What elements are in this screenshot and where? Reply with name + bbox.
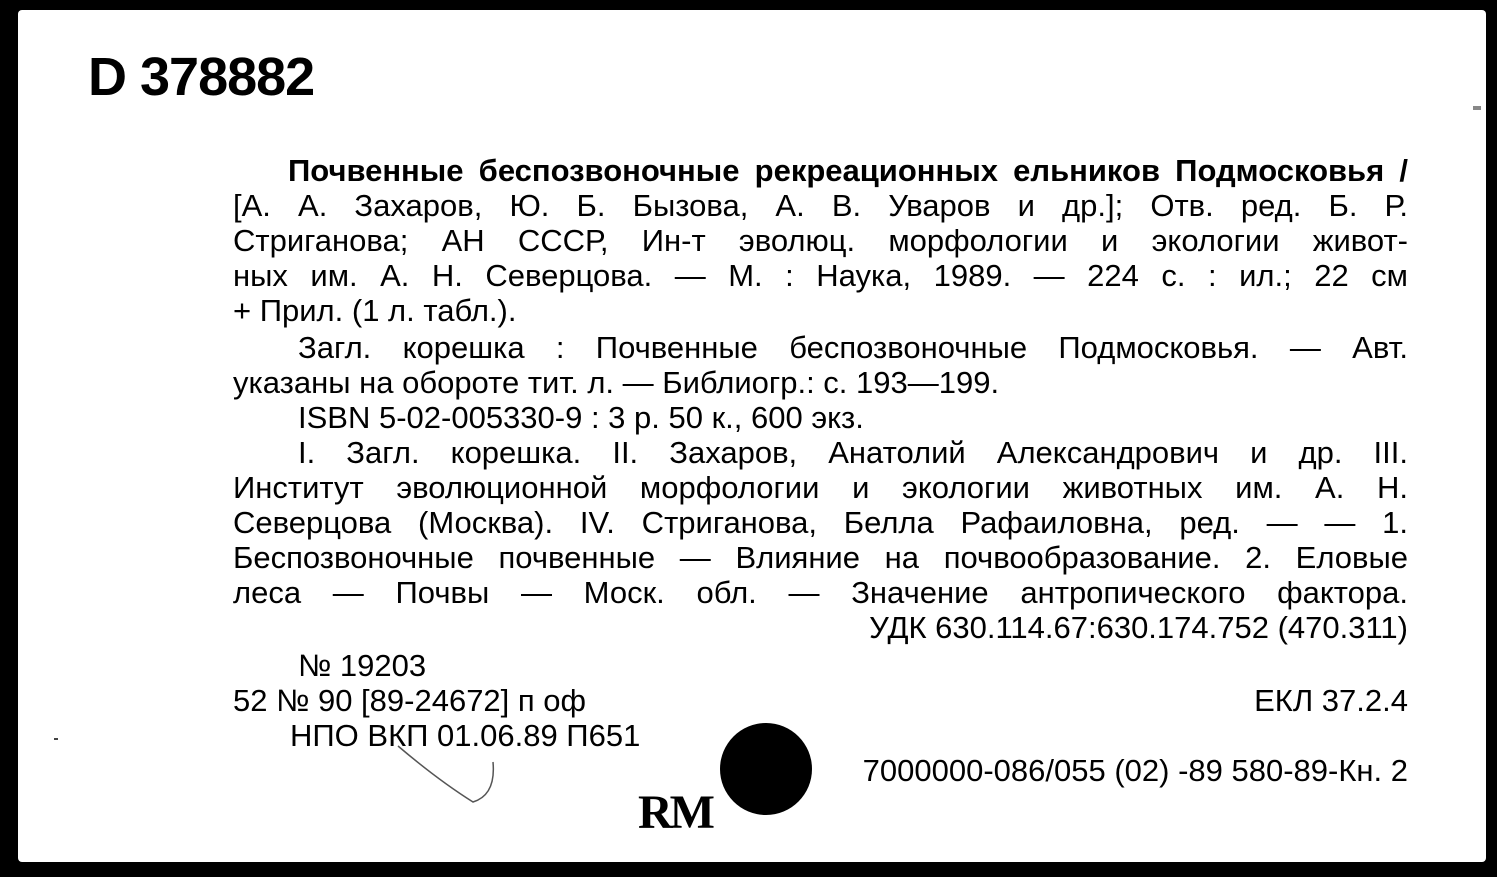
tracing-line: Институт эволюционной морфологии и экологии животных им. А. Н. [233,470,1408,505]
tracing-line: Беспозвоночные почвенные — Влияние на почвообразование. 2. Еловые [233,540,1408,575]
entry-line: [А. А. Захаров, Ю. Б. Бызова, А. В. Уваров и др.]; Отв. ред. Б. Р. [233,188,1408,223]
order-line: 52 № 90 [89-24672] п оф [233,683,587,718]
printer-line: НПО ВКП 01.06.89 П651 [290,718,641,753]
tracing-line: леса — Почвы — Моск. обл. — Значение антропического фактора. [233,575,1408,610]
card-number: № 19203 [298,648,427,683]
entry-line: + Прил. (1 л. табл.). [233,293,517,328]
note-line: указаны на обороте тит. л. — Библиогр.: с. 193—199. [233,365,1000,400]
entry-title-line: Почвенные беспозвоночные рекреационных ельников Подмосковья / [288,153,1408,188]
pencil-mark [378,740,508,810]
call-number: D 378882 [88,47,315,107]
publication-code: 7000000-086/055 (02) -89 580-89-Кн. 2 [862,753,1408,788]
entry-line: ных им. А. Н. Северцова. — М. : Наука, 1989. — 224 с. : ил.; 22 см [233,258,1408,293]
udc-line: УДК 630.114.67:630.174.752 (470.311) [869,610,1408,645]
tracing-line: I. Загл. корешка. II. Захаров, Анатолий Александрович и др. III. [298,435,1408,470]
note-line: Загл. корешка : Почвенные беспозвоночные Подмосковья. — Авт. [298,330,1408,365]
scan-border-bottom [0,862,1497,877]
black-dot-mark [720,723,812,815]
entry-line: Стриганова; АН СССР, Ин-т эволюц. морфологии и экологии живот- [233,223,1408,258]
isbn-line: ISBN 5-02-005330-9 : 3 р. 50 к., 600 экз. [298,400,864,435]
tracing-line: Северцова (Москва). IV. Стриганова, Белла Рафаиловна, ред. — — 1. [233,505,1408,540]
scan-speck [1473,106,1481,110]
rm-stamp: RM [638,786,712,839]
ekl-code: ЕКЛ 37.2.4 [1254,683,1408,718]
scan-speck [54,738,58,740]
catalog-card [18,10,1486,862]
